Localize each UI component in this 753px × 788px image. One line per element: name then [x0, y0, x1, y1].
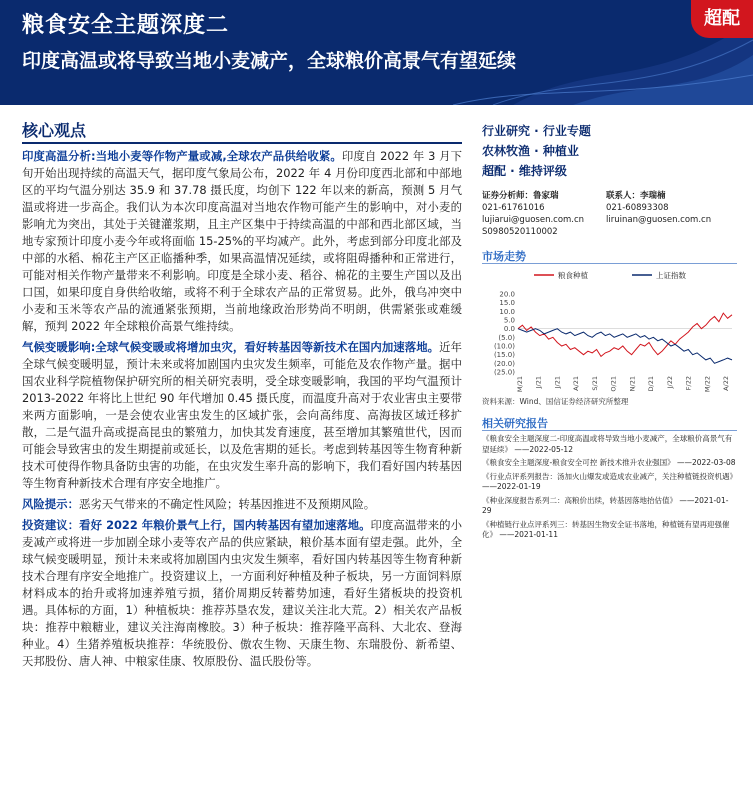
- y-tick-label: (25.0): [493, 368, 515, 377]
- x-tick-label: O/21: [609, 376, 618, 392]
- market-trend-title: 市场走势: [482, 248, 737, 264]
- x-tick-label: J/21: [534, 376, 543, 389]
- legend-label: 粮食种植: [558, 271, 588, 280]
- x-tick-label: A/21: [572, 376, 581, 391]
- analyst-block: [482, 190, 606, 238]
- related-reports-title: 相关研究报告: [482, 415, 737, 431]
- y-tick-label: 15.0: [499, 299, 515, 308]
- contact-phone: 021-60893308: [606, 203, 669, 213]
- related-reports-list: [482, 434, 737, 541]
- x-tick-label: J/21: [553, 376, 562, 389]
- paragraph-body: 印度自 2022 年 3 月下旬开始出现持续的高温天气，据印度气象局公布，2022 年 4 月份印度西北部和中部地区的平均气温分别达 35.9 和 37.78 摄氏度，均创下 122 年以来的新高，预测 5 月气温或将进一步高企。我们认为本次印度高温对当地农作物可能产生的影响中，对小麦的影响尤为突出，其处于关键灌浆期，且主产区集中于持续高温的中部和西北部区域，当地专家预计印度小麦今年或将面临 15-25%的平均减产。此外，考虑到部分印度北部及中部的水稻、棉花主产区正临播种季，如果高温情况延续，或将阻碍播种和正常进行，可能对相关作物产量带来不利影响。印度是全球小麦、稻谷、棉花的主要生产国以及出口国，如果印度自身供给收缩，或将不利于全球农产品的正常贸易。此外，俄乌冲突中小麦和玉米等农产品的流通紧张预期，当前地缘政治形势尚不明朗，供需紧张或难缓解，预判 2022 年全球粮价高景气维持续。: [22, 149, 463, 333]
- x-tick-label: N/21: [628, 376, 637, 392]
- paragraph-body: 近年全球气候变暖明显，预计未来或将加剧国内虫灾发生频率，可能危及农作物产量。据中国农业科学院植物保护研究所的相关研究表明，受全球变暖影响，我国的平均气温预计 2013-2022 年将比上世纪 90 年代增加 0.45 摄氏度，而温度升高对于农业害虫主要带来两方面影响，一是会使农业害虫发生的区域扩张，会向高纬度、高海拔区域迁移扩散，二是气温升高或提高昆虫的繁殖力，加快其发育速度，甚至增加其繁殖世代，因而可能会导致害虫的发生期提前或延长，以及危害期的延长。考虑到转基因等生物育种新技术可使得作物具备防虫害的功能，在虫灾发生率升高的影响下，我们看好国内转基因等生物育种新技术合理有序安全地推广。: [22, 340, 462, 490]
- x-tick-label: D/21: [647, 376, 656, 392]
- x-tick-label: F/22: [684, 376, 693, 391]
- related-report-item[interactable]: 《行业点评系列报告：汤加火山爆发或造成农业减产，关注种植链投资机遇》 ——2022-01-19: [482, 471, 737, 491]
- contact-email[interactable]: liruinan@guosen.com.cn: [606, 215, 712, 225]
- analyst-phone: 021-61761016: [482, 203, 545, 213]
- market-chart: [482, 264, 737, 394]
- x-tick-label: M/21: [516, 376, 524, 393]
- chart-source: 资料来源：Wind、国信证券经济研究所整理: [482, 397, 629, 406]
- series-line: [518, 313, 732, 356]
- related-report-item[interactable]: 《种业深度报告系列二：高粮价出续，转基因落地抬估值》 ——2021-01-29: [482, 495, 729, 515]
- x-tick-label: A/22: [722, 376, 730, 391]
- core-views-column: [22, 118, 462, 674]
- paragraph-heading: 气候变暖影响:全球气候变暖或将增加虫灾，看好转基因等新技术在国内加速落地。: [22, 340, 440, 354]
- paragraph-body: 印度高温带来的小麦减产或将进一步加剧全球小麦等农产品的供应紧缺，粮价基本面有望走强。此外，全球气候变暖明显，预计未来或将加剧国内虫灾发生频率，看好国内转基因等生物育种新技术合理有序安全地推广。投资建议上，一方面利好种植及种子板块，另一方面饲料原材料成本的抬升或将加速养殖亏损，猪价周期反转蓄势加速，看好生猪板块的投资机遇。具体标的方面，1）种植板块：推荐苏垦农发，建议关注北大荒。2）相关农产品板块：推荐中粮糖业，建议关注海南橡胶。3）种子板块：推荐隆平高科、大北农、登海种业。4）生猪养殖板块推荐：华统股份、傲农生物、天康生物、东瑞股份、新希望、天邦股份、唐人神、中粮家佳康、牧原股份、温氏股份等。: [22, 518, 462, 668]
- contact-block: [606, 190, 730, 238]
- paragraph-investment: [22, 517, 462, 670]
- y-tick-label: 5.0: [503, 316, 515, 325]
- rating: 超配 · 维持评级: [482, 164, 567, 178]
- analyst-name: 证券分析师：鲁家瑞: [482, 191, 559, 201]
- sidebar: [482, 122, 737, 541]
- paragraph-climate: [22, 339, 462, 492]
- legend-label: 上证指数: [656, 271, 686, 280]
- related-report-item[interactable]: 《粮食安全主题深度二-印度高温或将导致当地小麦减产，全球粮价高景气有望延续》 ——2022-05-12: [482, 434, 733, 454]
- paragraph-india-heat: [22, 148, 462, 335]
- paragraph-heading: 印度高温分析:当地小麦等作物产量或减,全球农产品供给收紧。: [22, 149, 342, 163]
- series-line: [518, 329, 732, 364]
- research-type: 行业研究 · 行业专题: [482, 124, 591, 138]
- x-tick-label: S/21: [590, 376, 599, 391]
- rating-badge: 超配: [691, 0, 753, 38]
- y-tick-label: (10.0): [493, 342, 515, 351]
- report-subtitle: 印度高温或将导致当地小麦减产，全球粮价高景气有望延续: [22, 50, 517, 72]
- x-tick-label: J/22: [665, 376, 674, 389]
- paragraph-heading: 风险提示：: [22, 497, 79, 511]
- y-tick-label: 20.0: [499, 290, 515, 299]
- contact-name: 联系人：李瑞楠: [606, 191, 666, 201]
- y-tick-label: 10.0: [499, 307, 515, 316]
- market-chart-svg: [482, 264, 737, 394]
- analyst-email[interactable]: lujiarui@guosen.com.cn: [482, 215, 585, 225]
- paragraph-risk: [22, 496, 462, 513]
- paragraph-body: 恶劣天气带来的不确定性风险；转基因推进不及预期风险。: [78, 497, 376, 511]
- analyst-info: [482, 190, 737, 238]
- y-tick-label: (15.0): [493, 351, 515, 360]
- report-title: 粮食安全主题深度二: [22, 13, 230, 38]
- analyst-cert: S0980520110002: [482, 227, 558, 237]
- core-views-title: 核心观点: [22, 118, 462, 144]
- x-tick-label: M/22: [703, 376, 712, 393]
- y-tick-label: 0.0: [503, 325, 515, 334]
- industry: 农林牧渔 · 种植业: [482, 144, 579, 158]
- y-tick-label: (20.0): [493, 359, 515, 368]
- related-report-item[interactable]: 《粮食安全主题深度-粮食安全可控 新技术推升农业强国》 ——2022-03-08: [482, 458, 736, 467]
- y-tick-label: (5.0): [498, 333, 515, 342]
- paragraph-heading: 投资建议：看好 2022 年粮价景气上行，国内转基因有望加速落地。: [22, 518, 371, 532]
- report-header: [0, 0, 753, 105]
- related-report-item[interactable]: 《种植链行业点评系列三：转基因生物安全证书落地，种植链有望再迎强催化》 ——2021-01-11: [482, 519, 730, 539]
